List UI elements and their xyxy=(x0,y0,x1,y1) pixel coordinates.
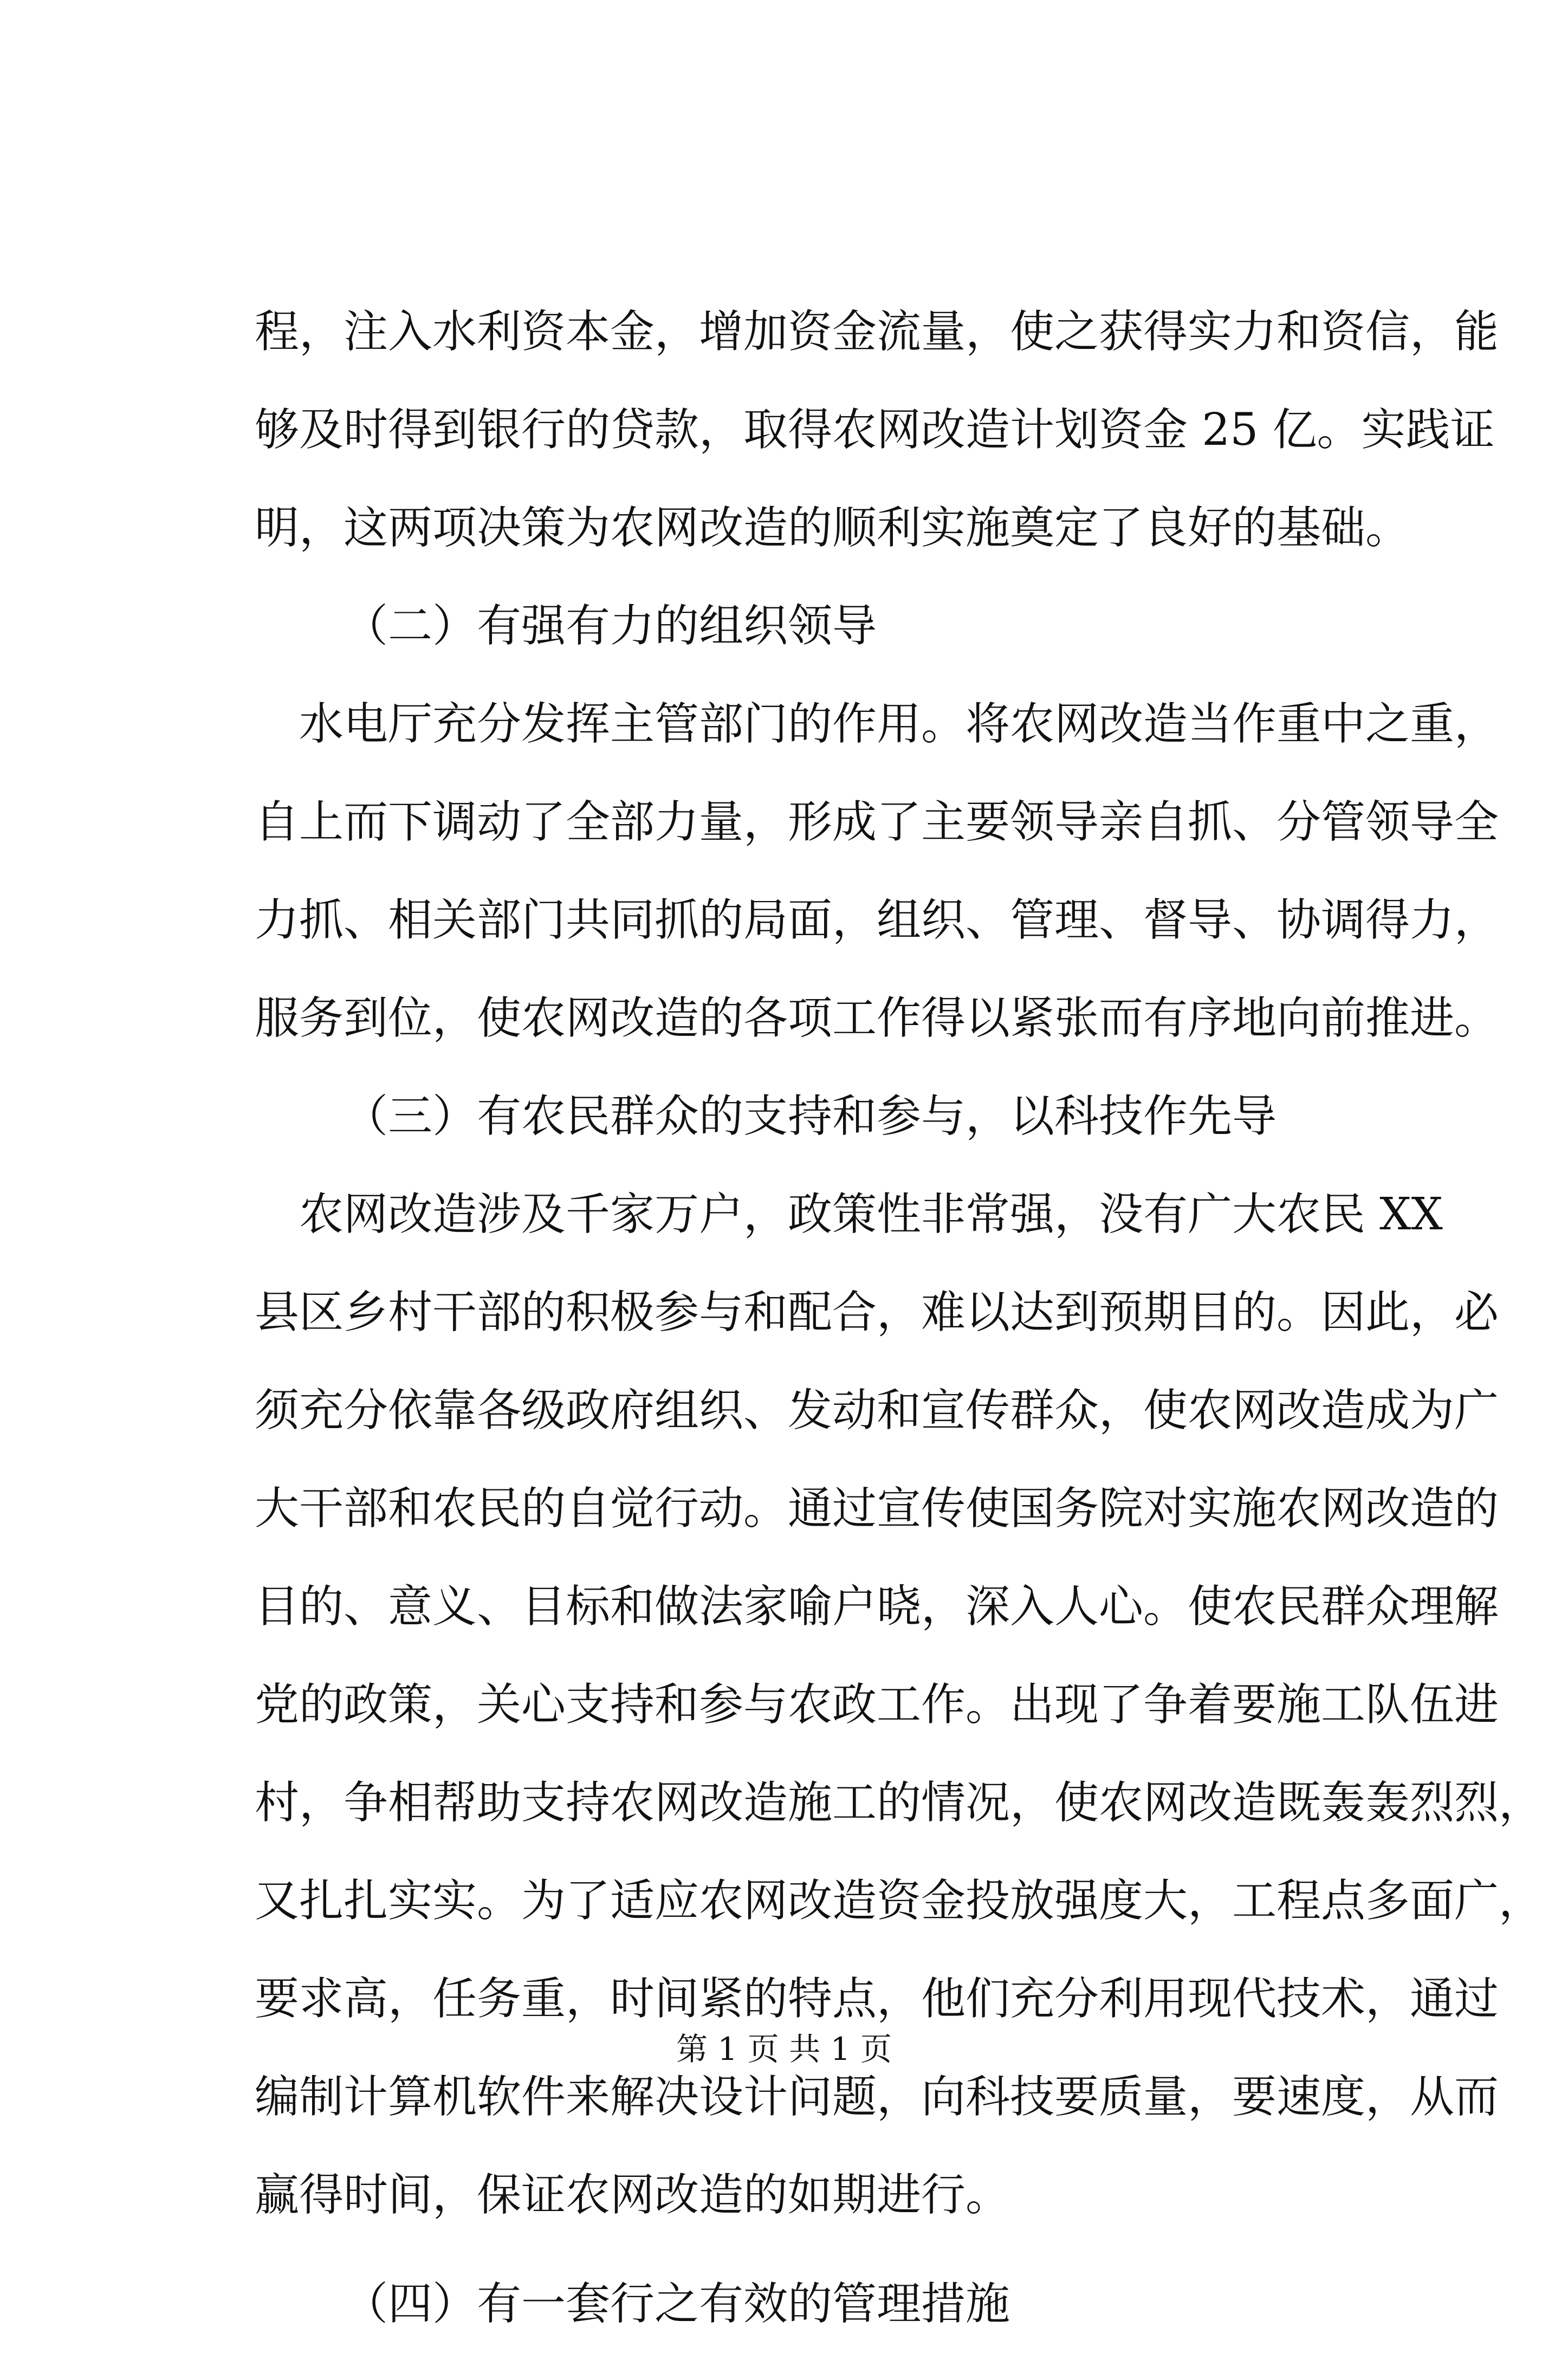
text-line: 服务到位，使农网改造的各项工作得以紧张而有序地向前推进。 xyxy=(255,993,1499,1044)
text-line: 编制计算机软件来解决设计问题，向科技要质量，要速度，从而 xyxy=(255,2071,1499,2123)
text-line: 水电厅充分发挥主管部门的作用。将农网改造当作重中之重， xyxy=(299,698,1499,750)
section-heading: （四）有一套行之有效的管理措施 xyxy=(344,2278,1010,2330)
section-heading: （二）有强有力的组织领导 xyxy=(344,600,877,652)
text-line: 程，注入水利资本金，增加资金流量，使之获得实力和资信，能 xyxy=(255,306,1499,358)
section-heading: （三）有农民群众的支持和参与，以科技作先导 xyxy=(344,1091,1277,1142)
text-line: 村，争相帮助支持农网改造施工的情况，使农网改造既轰轰烈烈， xyxy=(255,1777,1544,1829)
text-line: 大干部和农民的自觉行动。通过宣传使国务院对实施农网改造的 xyxy=(255,1483,1499,1534)
text-line: 农网改造涉及千家万户，政策性非常强，没有广大农民 XX xyxy=(299,1189,1443,1240)
text-line: 党的政策，关心支持和参与农政工作。出现了争着要施工队伍进 xyxy=(255,1679,1499,1730)
text-line: 力抓、相关部门共同抓的局面，组织、管理、督导、协调得力， xyxy=(255,894,1499,946)
text-line: 赢得时间，保证农网改造的如期进行。 xyxy=(255,2169,1010,2221)
text-line: 须充分依靠各级政府组织、发动和宣传群众，使农网改造成为广 xyxy=(255,1385,1499,1436)
spacer xyxy=(255,2244,1365,2255)
text-line: 自上而下调动了全部力量，形成了主要领导亲自抓、分管领导全 xyxy=(255,796,1499,848)
page-footer: 第 1 页 共 1 页 xyxy=(676,2031,892,2067)
text-line: 县区乡村干部的积极参与和配合，难以达到预期目的。因此，必 xyxy=(255,1287,1499,1338)
text-line: 够及时得到银行的贷款，取得农网改造计划资金 25 亿。实践证 xyxy=(255,404,1495,456)
text-line: 要求高，任务重，时间紧的特点，他们充分利用现代技术，通过 xyxy=(255,1973,1499,2025)
text-line: 目的、意义、目标和做法家喻户晓，深入人心。使农民群众理解 xyxy=(255,1581,1499,1632)
text-line: 明，这两项决策为农网改造的顺利实施奠定了良好的基础。 xyxy=(255,502,1410,554)
text-line: 又扎扎实实。为了适应农网改造资金投放强度大，工程点多面广， xyxy=(255,1875,1544,1927)
